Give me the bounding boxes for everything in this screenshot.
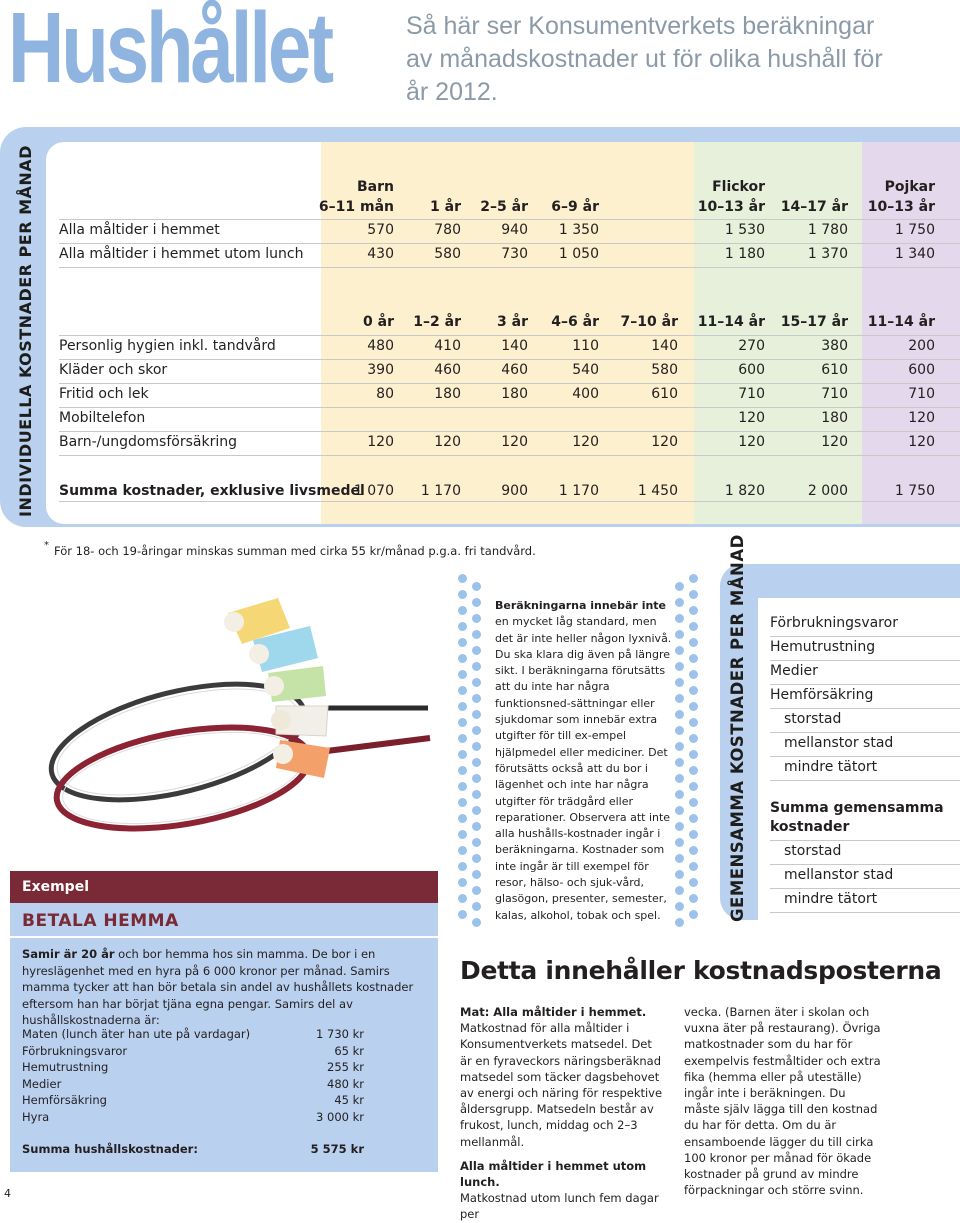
frame-dot (675, 726, 684, 735)
frame-dot (472, 790, 481, 799)
frame-dot (458, 846, 467, 855)
frame-dot (458, 734, 467, 743)
footnote (44, 540, 536, 558)
frame-dot (458, 574, 467, 583)
article-title: Detta innehåller kostnadsposterna (460, 956, 942, 985)
column-header-group: Pojkar (884, 179, 935, 195)
sum-cell: 1 070 (353, 483, 394, 499)
example-tag: Exempel (22, 879, 89, 895)
article-column-1 (460, 1004, 666, 1223)
column-header: 0 år (363, 314, 394, 330)
column-header: 4–6 år (551, 314, 599, 330)
sum-row-label: Summa kostnader, exklusive livsmedel (59, 483, 365, 499)
common-costs-side-label: GEMENSAMMA KOSTNADER PER MÅNAD (728, 534, 747, 922)
frame-dot (689, 910, 698, 919)
shuttlecocks (224, 598, 330, 778)
row-divider (770, 912, 960, 913)
column-header: 10–13 år (697, 199, 765, 215)
table-cell: 460 (501, 362, 528, 378)
frame-dot (472, 742, 481, 751)
common-sum-subitem: storstad (784, 843, 842, 859)
frame-dot (689, 782, 698, 791)
frame-dot (689, 702, 698, 711)
row-divider (770, 660, 960, 661)
table-cell: 610 (821, 362, 848, 378)
article-column-2: vecka. (Barnen äter i skolan och vuxna äter på restaurang). Övriga matkostnader som du har för exempelvis festmåltider och extra fika (hemma eller på uteställe) ingår inte i beräkningen. Du måste själv lägga till den kostnad du har för detta. Om du är ensamboende lägger du till cirka 100 kronor per månad för ökade kostnader på grund av mindre förpackningar och större svinn. (684, 1005, 881, 1198)
frame-dot (675, 758, 684, 767)
sum-cell: 1 820 (724, 483, 765, 499)
frame-dot (689, 718, 698, 727)
example-total-amount: 5 575 kr (310, 1142, 364, 1156)
frame-dot (458, 750, 467, 759)
sum-cell: 1 170 (420, 483, 461, 499)
example-body (10, 938, 438, 1172)
example-item-label: Förbrukningsvaror (22, 1043, 128, 1058)
table-cell: 430 (367, 246, 394, 262)
example-title: BETALA HEMMA (22, 911, 179, 931)
frame-dot (689, 670, 698, 679)
example-item-label: Hyra (22, 1109, 50, 1124)
table-cell: 600 (738, 362, 765, 378)
table-cell: 1 530 (724, 222, 765, 238)
row-divider (59, 267, 960, 268)
frame-dot (689, 574, 698, 583)
row-divider (770, 780, 960, 781)
frame-dot (675, 790, 684, 799)
frame-dot (458, 606, 467, 615)
row-label: Alla måltider i hemmet (59, 222, 220, 238)
column-header: 2–5 år (480, 199, 528, 215)
table-cell: 600 (908, 362, 935, 378)
frame-dot (472, 870, 481, 879)
article-col1-paragraph-1: Matkostnad för alla måltider i Konsumentverkets matsedel. Det är en fyraveckors näringsberäknad matsedel som täcker dagsbehovet av energi och näring för respektive åldersgrupp. Matsedeln består av frukost, lunch, middag och 2–3 mellanmål. (460, 1021, 663, 1149)
table-cell: 480 (367, 338, 394, 354)
table-cell: 1 370 (807, 246, 848, 262)
intro-text: Så här ser Konsumentverkets beräkningar av månadskostnader ut för olika hushåll för år 2012. (406, 12, 883, 106)
frame-dot (689, 750, 698, 759)
common-cost-item: Förbrukningsvaror (770, 615, 898, 631)
table-cell: 580 (434, 246, 461, 262)
table-cell: 1 340 (894, 246, 935, 262)
calc-info-heading: Beräkningarna innebär inte (495, 599, 667, 612)
table-cell: 1 750 (894, 222, 935, 238)
badminton-illustration (28, 578, 438, 868)
row-divider (59, 501, 960, 502)
row-divider (770, 684, 960, 685)
table-cell: 580 (651, 362, 678, 378)
example-item-amount: 1 730 kr (316, 1027, 364, 1041)
sum-cell: 1 170 (558, 483, 599, 499)
frame-dot (675, 838, 684, 847)
frame-dot (689, 814, 698, 823)
frame-dot (458, 878, 467, 887)
table-cell: 940 (501, 222, 528, 238)
example-item-amount: 45 kr (334, 1093, 364, 1107)
frame-dot (472, 614, 481, 623)
frame-dot (675, 678, 684, 687)
table-cell: 110 (572, 338, 599, 354)
frame-dot (472, 758, 481, 767)
individual-costs-side-label: INDIVIDUELLA KOSTNADER PER MÅNAD (16, 145, 35, 517)
calc-info-text (495, 598, 675, 924)
common-cost-item: Medier (770, 663, 818, 679)
common-cost-subitem: storstad (784, 711, 842, 727)
frame-dot (472, 838, 481, 847)
example-item-label: Maten (lunch äter han ute på vardagar) (22, 1027, 251, 1041)
frame-dot (689, 654, 698, 663)
common-sum-label: Summa gemensamma (770, 800, 944, 816)
frame-dot (472, 806, 481, 815)
example-intro-bold: Samir är 20 år (22, 947, 115, 961)
article-col1-heading-2: Alla måltider i hemmet utom lunch. (460, 1158, 647, 1190)
frame-dot (472, 774, 481, 783)
page-number: 4 (4, 1187, 11, 1200)
table-cell: 140 (651, 338, 678, 354)
column-header: 10–13 år (867, 199, 935, 215)
row-divider (59, 335, 960, 336)
frame-dot (689, 766, 698, 775)
frame-dot (675, 614, 684, 623)
common-cost-item: Hemutrustning (770, 639, 876, 655)
frame-dot (458, 590, 467, 599)
table-cell: 120 (908, 434, 935, 450)
frame-dot (675, 886, 684, 895)
table-cell: 120 (434, 434, 461, 450)
frame-dot (472, 694, 481, 703)
column-header: 14–17 år (780, 199, 848, 215)
row-label: Kläder och skor (59, 362, 168, 378)
row-divider (770, 756, 960, 757)
example-tag-bar (10, 871, 438, 903)
table-cell: 1 780 (807, 222, 848, 238)
footnote-text: För 18- och 19-åringar minskas summan med cirka 55 kr/månad p.g.a. fri tandvård. (54, 544, 536, 558)
row-divider (59, 455, 960, 456)
frame-dot (458, 638, 467, 647)
table-cell: 400 (572, 386, 599, 402)
table-cell: 540 (572, 362, 599, 378)
table-cell: 120 (738, 434, 765, 450)
sum-cell: 900 (501, 483, 528, 499)
row-label: Barn-/ungdomsförsäkring (59, 434, 237, 450)
frame-dot (689, 894, 698, 903)
frame-dot (472, 630, 481, 639)
common-sum-label: kostnader (770, 819, 850, 835)
common-cost-subitem: mellanstor stad (784, 735, 894, 751)
table-cell: 120 (738, 410, 765, 426)
row-divider (59, 431, 960, 432)
frame-dot (458, 814, 467, 823)
table-cell: 1 180 (724, 246, 765, 262)
table-cell: 710 (738, 386, 765, 402)
frame-dot (675, 598, 684, 607)
frame-dot (675, 918, 684, 927)
racket-back (40, 662, 428, 822)
frame-dot (675, 774, 684, 783)
frame-dot (689, 798, 698, 807)
table-cell: 180 (434, 386, 461, 402)
frame-dot (689, 734, 698, 743)
sum-cell: 2 000 (807, 483, 848, 499)
frame-dot (675, 822, 684, 831)
frame-dot (458, 782, 467, 791)
column-header: 11–14 år (697, 314, 765, 330)
column-header: 1–2 år (413, 314, 461, 330)
frame-dot (675, 582, 684, 591)
table-cell: 730 (501, 246, 528, 262)
frame-dot (458, 702, 467, 711)
table-cell: 1 050 (558, 246, 599, 262)
row-divider (770, 636, 960, 637)
column-header-group: Flickor (712, 179, 765, 195)
article-col1-heading-1: Mat: Alla måltider i hemmet. (460, 1005, 647, 1019)
frame-dot (472, 710, 481, 719)
frame-dot (472, 854, 481, 863)
individual-costs-table (46, 142, 960, 524)
table-cell: 710 (821, 386, 848, 402)
frame-dot (472, 598, 481, 607)
frame-dot (675, 806, 684, 815)
frame-dot (689, 878, 698, 887)
frame-dot (458, 798, 467, 807)
frame-dot (689, 846, 698, 855)
table-cell: 380 (821, 338, 848, 354)
frame-dot (458, 718, 467, 727)
table-cell: 120 (908, 410, 935, 426)
frame-dot (689, 830, 698, 839)
sum-cell: 1 750 (894, 483, 935, 499)
row-divider (59, 359, 960, 360)
column-header: 3 år (497, 314, 528, 330)
frame-dot (689, 622, 698, 631)
frame-dot (458, 622, 467, 631)
table-cell: 270 (738, 338, 765, 354)
frame-dot (675, 870, 684, 879)
example-item-label: Hemutrustning (22, 1060, 109, 1074)
article-col1-paragraph-2: Matkostnad utom lunch fem dagar per (460, 1191, 659, 1222)
table-cell: 120 (821, 434, 848, 450)
frame-dot (675, 694, 684, 703)
row-label: Mobiltelefon (59, 410, 146, 426)
frame-dot (472, 662, 481, 671)
frame-dot (472, 886, 481, 895)
example-total-label: Summa hushållskostnader: (22, 1142, 198, 1156)
frame-dot (689, 862, 698, 871)
frame-dot (472, 678, 481, 687)
row-label: Fritid och lek (59, 386, 149, 402)
frame-dot (472, 582, 481, 591)
frame-dot (689, 590, 698, 599)
frame-dot (675, 630, 684, 639)
row-divider (59, 407, 960, 408)
table-cell: 120 (501, 434, 528, 450)
example-intro-rest: och bor hemma hos sin mamma. De bor i en hyreslägenhet med en hyra på 6 000 kronor per månad. Samirs mamma tycker att han bör betala sin andel av hushållets kostnader eftersom han har börjat tjäna egna pengar. Samirs del av hushållskostnaderna är: (22, 947, 414, 1027)
frame-dot (675, 902, 684, 911)
frame-dot (675, 742, 684, 751)
frame-dot (675, 854, 684, 863)
row-label: Alla måltider i hemmet utom lunch (59, 246, 304, 262)
frame-dot (458, 766, 467, 775)
column-header: 6–11 mån (318, 199, 394, 215)
frame-dot (458, 894, 467, 903)
example-item-amount: 480 kr (327, 1076, 364, 1091)
example-item-amount: 65 kr (334, 1043, 364, 1058)
table-cell: 140 (501, 338, 528, 354)
row-label: Personlig hygien inkl. tandvård (59, 338, 276, 354)
table-cell: 410 (434, 338, 461, 354)
table-cell: 180 (821, 410, 848, 426)
frame-dot (472, 646, 481, 655)
article-spacer (460, 1150, 666, 1158)
common-cost-subitem: mindre tätort (784, 759, 878, 775)
frame-dot (689, 606, 698, 615)
common-sum-subitem: mellanstor stad (784, 867, 894, 883)
row-divider (770, 888, 960, 889)
frame-dot (472, 918, 481, 927)
frame-dot (472, 726, 481, 735)
table-cell: 570 (367, 222, 394, 238)
frame-dot (675, 710, 684, 719)
common-sum-subitem: mindre tätort (784, 891, 878, 907)
table-cell: 710 (908, 386, 935, 402)
example-item-label: Medier (22, 1076, 62, 1091)
example-item-label: Hemförsäkring (22, 1093, 107, 1107)
table-cell: 80 (376, 386, 394, 402)
frame-dot (458, 830, 467, 839)
calc-info-body: en mycket låg standard, men det är inte heller någon lyxnivå. Du ska klara dig även på längre sikt. I beräkningarna förutsätts att du inte har några funktionsned-sättningar eller sjukdomar som innebär extra utgifter för till ex-empel hjälpmedel eller mediciner. Det förutsätts också att du bor i lägenhet och inte har några utgifter för trädgård eller reparationer. Observera att inte alla hushålls-kostnader ingår i beräkningarna. Kostnader som inte ingår är till exempel för resor, hälso- och sjuk-vård, glasögon, presenter, semester, kalas, alkohol, tobak och spel. (495, 615, 672, 922)
sum-cell: 1 450 (637, 483, 678, 499)
example-item-amount: 3 000 kr (316, 1109, 364, 1124)
table-cell: 120 (572, 434, 599, 450)
frame-dot (675, 646, 684, 655)
frame-dot (675, 662, 684, 671)
example-item-amount: 255 kr (327, 1060, 364, 1074)
row-divider (770, 708, 960, 709)
table-cell: 200 (908, 338, 935, 354)
table-cell: 120 (651, 434, 678, 450)
brand-title: Hushållet (8, 0, 332, 104)
frame-dot (458, 910, 467, 919)
table-cell: 610 (651, 386, 678, 402)
common-cost-item: Hemförsäkring (770, 687, 874, 703)
row-divider (59, 383, 960, 384)
table-cell: 1 350 (558, 222, 599, 238)
table-cell: 390 (367, 362, 394, 378)
racket-front (49, 710, 430, 845)
row-divider (770, 732, 960, 733)
frame-dot (458, 654, 467, 663)
frame-dot (458, 670, 467, 679)
frame-dot (472, 902, 481, 911)
frame-dot (458, 862, 467, 871)
frame-dot (458, 686, 467, 695)
table-cell: 780 (434, 222, 461, 238)
row-divider (59, 219, 960, 220)
table-cell: 180 (501, 386, 528, 402)
row-divider (770, 864, 960, 865)
example-intro (22, 946, 422, 1029)
column-header: 1 år (430, 199, 461, 215)
frame-dot (689, 686, 698, 695)
column-header: 7–10 år (620, 314, 678, 330)
column-header: 11–14 år (867, 314, 935, 330)
table-cell: 460 (434, 362, 461, 378)
table-cell: 120 (367, 434, 394, 450)
example-title-bar (10, 903, 438, 936)
footnote-marker: * (44, 540, 49, 551)
frame-dot (689, 638, 698, 647)
column-header: 15–17 år (780, 314, 848, 330)
row-divider (59, 243, 960, 244)
frame-dot (472, 822, 481, 831)
column-header-group: Barn (357, 179, 394, 195)
column-header: 6–9 år (551, 199, 599, 215)
row-divider (770, 840, 960, 841)
